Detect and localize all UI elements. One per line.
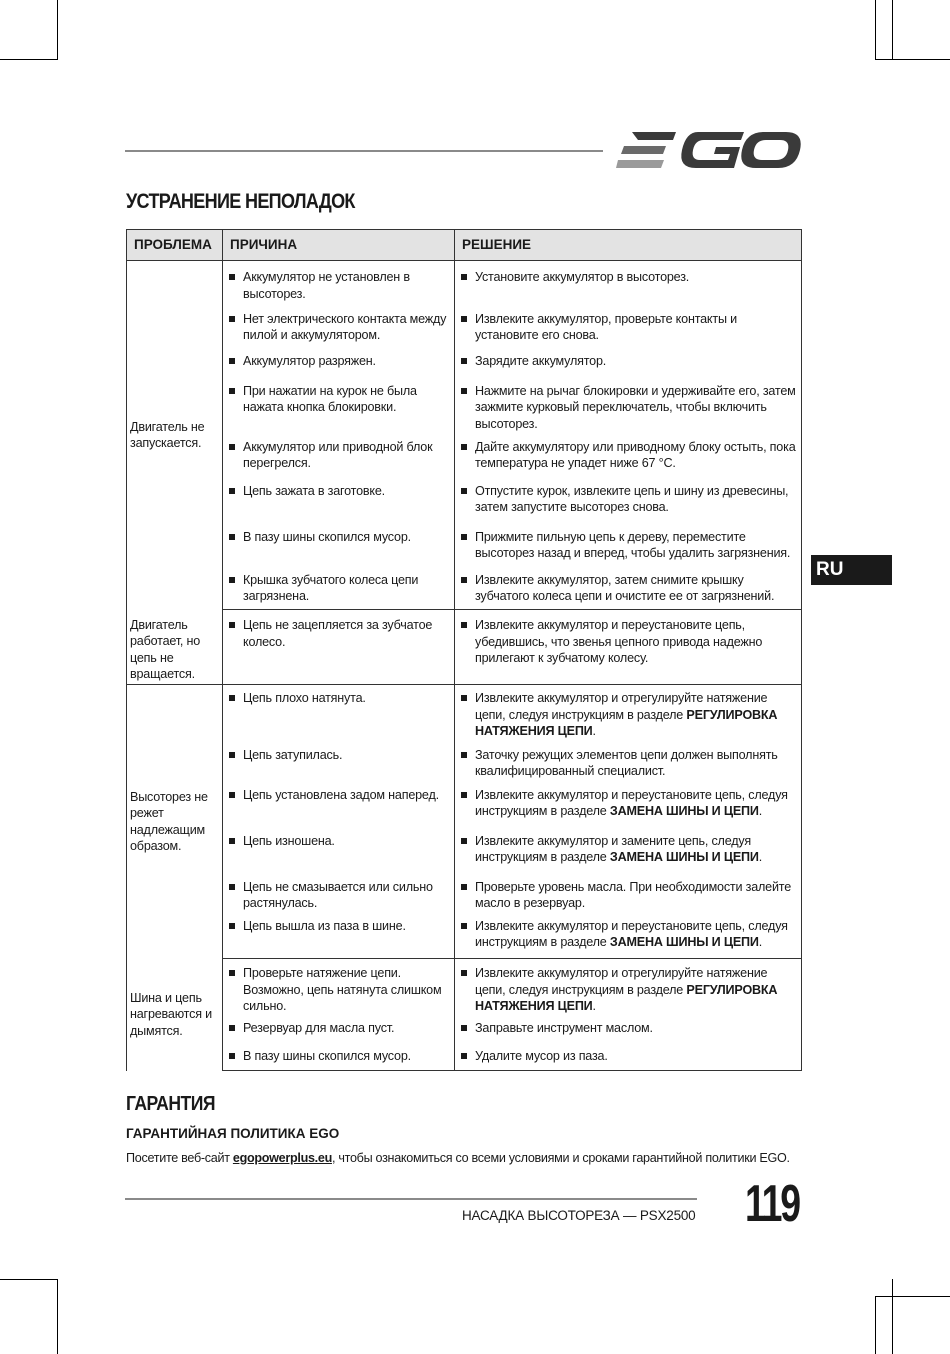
bullet-icon: [461, 622, 467, 628]
table-row: [127, 685, 802, 747]
bullet-icon: [229, 622, 235, 628]
section-reference: РЕГУЛИРОВКА НАТЯЖЕНИЯ ЦЕПИ: [475, 707, 778, 738]
footer-rule: [125, 1198, 697, 1200]
table-row: [127, 1020, 802, 1046]
solution-cell: [455, 379, 802, 436]
table-row: [127, 569, 802, 610]
table-row: [127, 784, 802, 830]
solution-cell: [455, 784, 802, 830]
table-row: [127, 610, 802, 685]
cause-text: В пазу шины скопился мусор.: [243, 1048, 411, 1063]
table-row: [127, 436, 802, 480]
warranty-text-after: , чтобы ознакомиться со всеми условиями и сроками гарантийной политики EGO.: [331, 1151, 790, 1165]
bullet-icon: [461, 1053, 467, 1059]
cause-cell: [223, 685, 455, 747]
cause-text: При нажатии на курок не была нажата кнопка блокировки.: [243, 383, 417, 414]
solution-text: Нажмите на рычаг блокировки и удерживайте его, затем зажмите курковый переключатель, чтобы включить высоторез.: [475, 383, 796, 431]
solution-text-part: Извлеките аккумулятор и замените цепь, следуя инструкциям в разделе: [475, 833, 751, 864]
header-rule: [125, 150, 603, 152]
bullet-icon: [461, 316, 467, 322]
solution-text-end: .: [592, 724, 596, 738]
table-row: [127, 918, 802, 959]
table-row: [127, 1046, 802, 1071]
page-number: 119: [745, 1175, 799, 1233]
problem-cell: [127, 685, 223, 959]
solution-cell: [455, 261, 802, 303]
cause-cell: [223, 436, 455, 480]
solution-cell: [455, 747, 802, 784]
solution-text: Прижмите пильную цепь к дереву, переместите высоторез назад и вперед, чтобы удалить загрязнения.: [475, 529, 791, 560]
warranty-title: ГАРАНТИЯ: [126, 1093, 216, 1115]
cause-text: Цепь плохо натянута.: [243, 691, 366, 705]
solution-text: [475, 690, 797, 740]
bullet-icon: [461, 695, 467, 701]
problem-text: Высоторез не режет надлежащим образом.: [130, 789, 208, 854]
crop-mark: [0, 59, 58, 60]
bullet-icon: [229, 923, 235, 929]
solution-cell: [455, 1020, 802, 1046]
bullet-icon: [229, 316, 235, 322]
cause-text: Цепь не смазывается или сильно растянулась.: [243, 879, 433, 910]
cause-cell: [223, 1020, 455, 1046]
problem-text: Двигатель не запускается.: [130, 419, 205, 451]
problem-cell: [127, 261, 223, 610]
bullet-icon: [461, 970, 467, 976]
solution-text-end: .: [758, 804, 763, 818]
table-row: [127, 261, 802, 303]
bullet-icon: [461, 577, 467, 583]
cause-cell: [223, 379, 455, 436]
cause-text: Аккумулятор разряжен.: [243, 353, 376, 368]
section-title: УСТРАНЕНИЕ НЕПОЛАДОК: [126, 190, 355, 213]
bullet-icon: [229, 488, 235, 494]
crop-mark: [875, 59, 950, 60]
problem-text: Двигатель работает, но цепь не вращается.: [130, 617, 201, 681]
ego-logo: [616, 128, 802, 172]
cause-cell: [223, 261, 455, 303]
solution-text-part: Извлеките аккумулятор и отрегулируйте натяжение цепи, следуя инструкциям в разделе: [475, 691, 768, 722]
table-row: [127, 526, 802, 569]
language-tab: RU: [811, 555, 892, 585]
bullet-icon: [229, 838, 235, 844]
crop-mark: [875, 1296, 950, 1297]
section-reference: РЕГУЛИРОВКА НАТЯЖЕНИЯ ЦЕПИ: [475, 982, 778, 1013]
bullet-icon: [461, 388, 467, 394]
solution-text-end: .: [758, 850, 763, 864]
bullet-icon: [461, 923, 467, 929]
solution-cell: [455, 480, 802, 526]
cause-cell: [223, 918, 455, 959]
bullet-icon: [229, 388, 235, 394]
cause-cell: [223, 349, 455, 379]
solution-text: Дайте аккумулятору или приводному блоку остыть, пока температура не упадет ниже 67 °C.: [475, 439, 796, 470]
header-solution: РЕШЕНИЕ: [455, 230, 802, 261]
bullet-icon: [229, 1053, 235, 1059]
bullet-icon: [229, 358, 235, 364]
cause-text: Цепь не зацепляется за зубчатое колесо.: [243, 618, 433, 649]
solution-cell: [455, 918, 802, 959]
cause-text: Цепь изношена.: [243, 833, 335, 848]
section-reference: ЗАМЕНА ШИНЫ И ЦЕПИ: [609, 935, 759, 949]
bullet-icon: [229, 1025, 235, 1031]
bullet-icon: [229, 792, 235, 798]
solution-text: [475, 918, 797, 951]
solution-cell: [455, 685, 802, 747]
bullet-icon: [229, 970, 235, 976]
solution-text: Удалите мусор из паза.: [475, 1048, 608, 1063]
cause-text: Цепь вышла из паза в шине.: [243, 918, 406, 933]
bullet-icon: [229, 884, 235, 890]
bullet-icon: [461, 884, 467, 890]
cause-cell: [223, 876, 455, 918]
solution-text: Извлеките аккумулятор и переустановите цепь, убедившись, что звенья цепного привода надежно прилегают к зубчатому колесу.: [475, 618, 763, 665]
footer-product: НАСАДКА ВЫСОТОРЕЗА — PSX2500: [462, 1208, 696, 1223]
bullet-icon: [461, 488, 467, 494]
problem-cell: [127, 959, 223, 1071]
solution-cell: [455, 1046, 802, 1071]
table-row: [127, 959, 802, 1020]
solution-cell: [455, 610, 802, 685]
table-row: [127, 830, 802, 876]
solution-text: Зарядите аккумулятор.: [475, 353, 607, 368]
table-header-row: [127, 230, 802, 261]
bullet-icon: [461, 752, 467, 758]
cause-cell: [223, 526, 455, 569]
troubleshooting-table: [126, 229, 802, 1071]
cause-cell: [223, 303, 455, 349]
section-reference: ЗАМЕНА ШИНЫ И ЦЕПИ: [609, 850, 759, 864]
solution-text: Отпустите курок, извлеките цепь и шину из древесины, затем запустите высоторез снова.: [475, 483, 789, 514]
problem-cell: [127, 610, 223, 685]
solution-text-part: Извлеките аккумулятор и переустановите цепь, следуя инструкциям в разделе: [475, 918, 788, 949]
table-row: [127, 876, 802, 918]
cause-text: В пазу шины скопился мусор.: [243, 529, 411, 544]
cause-text: Проверьте натяжение цепи. Возможно, цепь натянута слишком сильно.: [243, 966, 442, 1013]
cause-text: Нет электрического контакта между пилой и аккумулятором.: [243, 311, 447, 342]
warranty-text: [126, 1151, 790, 1165]
bullet-icon: [461, 274, 467, 280]
cause-text: Цепь зажата в заготовке.: [243, 483, 385, 498]
solution-cell: [455, 349, 802, 379]
cause-text: Аккумулятор или приводной блок перегрелся.: [243, 439, 433, 470]
bullet-icon: [229, 534, 235, 540]
table-row: [127, 379, 802, 436]
solution-text-end: .: [758, 935, 763, 949]
cause-text: Резервуар для масла пуст.: [243, 1020, 395, 1035]
solution-text: Извлеките аккумулятор, затем снимите крышку зубчатого колеса цепи и очистите ее от загрязнений.: [475, 572, 775, 603]
solution-text: Заточку режущих элементов цепи должен выполнять квалифицированный специалист.: [475, 747, 778, 778]
solution-text: Проверьте уровень масла. При необходимости залейте масло в резервуар.: [475, 879, 792, 910]
solution-cell: [455, 436, 802, 480]
bullet-icon: [229, 274, 235, 280]
solution-cell: [455, 526, 802, 569]
solution-text: [475, 787, 797, 820]
cause-cell: [223, 959, 455, 1020]
bullet-icon: [229, 577, 235, 583]
table-row: [127, 303, 802, 349]
crop-mark: [57, 1279, 58, 1354]
solution-text: Установите аккумулятор в высоторез.: [475, 270, 690, 284]
section-reference: ЗАМЕНА ШИНЫ И ЦЕПИ: [609, 804, 759, 818]
table-row: [127, 747, 802, 784]
solution-cell: [455, 876, 802, 918]
bullet-icon: [461, 1025, 467, 1031]
bullet-icon: [461, 792, 467, 798]
bullet-icon: [461, 534, 467, 540]
crop-mark: [875, 0, 876, 60]
cause-cell: [223, 784, 455, 830]
cause-text: Цепь затупилась.: [243, 747, 343, 762]
bullet-icon: [461, 838, 467, 844]
bullet-icon: [229, 444, 235, 450]
cause-cell: [223, 830, 455, 876]
warranty-link[interactable]: egopowerplus.eu: [232, 1151, 332, 1165]
solution-text: [475, 965, 797, 1015]
bullet-icon: [229, 695, 235, 701]
crop-mark: [892, 1279, 893, 1354]
solution-text: Извлеките аккумулятор, проверьте контакты и установите его снова.: [475, 311, 737, 342]
bullet-icon: [229, 752, 235, 758]
solution-cell: [455, 959, 802, 1020]
cause-cell: [223, 1046, 455, 1071]
table-row: [127, 349, 802, 379]
solution-cell: [455, 830, 802, 876]
bullet-icon: [461, 358, 467, 364]
cause-text: Аккумулятор не установлен в высоторез.: [243, 270, 410, 301]
solution-text-part: Извлеките аккумулятор и переустановите цепь, следуя инструкциям в разделе: [475, 787, 788, 818]
cause-cell: [223, 610, 455, 685]
bullet-icon: [461, 444, 467, 450]
crop-mark: [57, 0, 58, 60]
cause-text: Крышка зубчатого колеса цепи загрязнена.: [243, 572, 419, 603]
crop-mark: [875, 1296, 876, 1354]
solution-text: Заправьте инструмент маслом.: [475, 1020, 653, 1035]
solution-text: [475, 833, 797, 866]
solution-cell: [455, 569, 802, 610]
solution-cell: [455, 303, 802, 349]
cause-text: Цепь установлена задом наперед.: [243, 787, 439, 802]
table-row: [127, 480, 802, 526]
header-cause: ПРИЧИНА: [223, 230, 455, 261]
cause-cell: [223, 747, 455, 784]
solution-text-end: .: [592, 999, 596, 1013]
cause-cell: [223, 480, 455, 526]
problem-text: Шина и цепь нагреваются и дымятся.: [130, 990, 212, 1038]
crop-mark: [0, 1279, 58, 1280]
warranty-text-before: Посетите веб-сайт: [126, 1151, 233, 1165]
cause-cell: [223, 569, 455, 610]
header-problem: ПРОБЛЕМА: [127, 230, 223, 261]
crop-mark: [892, 0, 893, 60]
warranty-subtitle: ГАРАНТИЙНАЯ ПОЛИТИКА EGO: [126, 1126, 340, 1141]
solution-text-part: Извлеките аккумулятор и отрегулируйте натяжение цепи, следуя инструкциям в разделе: [475, 966, 768, 997]
